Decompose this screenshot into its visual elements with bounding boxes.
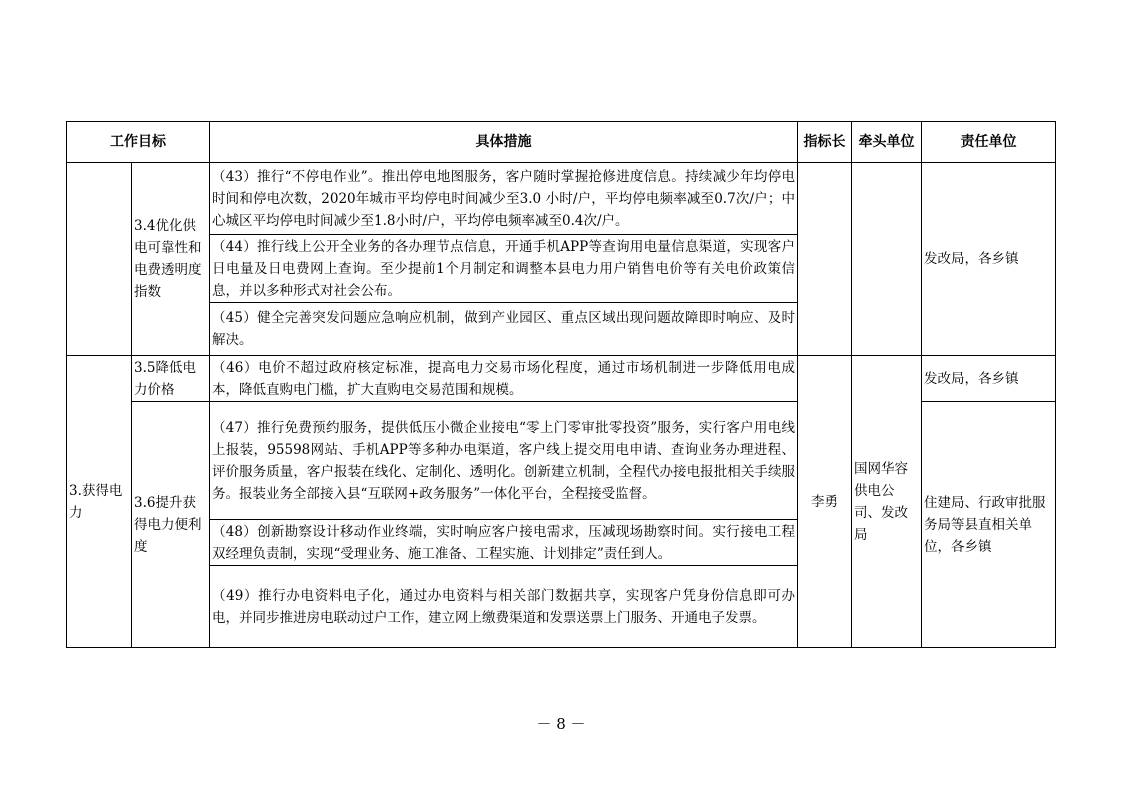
header-measures: 具体措施 (210, 122, 798, 163)
responsible-cell: 发改局，各乡镇 (922, 163, 1056, 356)
measure-cell: （48）创新勘察设计移动作业终端，实时响应客户接电需求，压减现场勘察时间。实行接电工程双经理负责制，实现“受理业务、施工准备、工程实施、计划排定”责任到人。 (210, 520, 798, 566)
header-indicator-lead: 指标长 (798, 122, 852, 163)
header-responsible: 责任单位 (922, 122, 1056, 163)
measure-cell: （45）健全完善突发问题应急响应机制，做到产业园区、重点区域出现问题故障即时响应、及时解决。 (210, 303, 798, 356)
goal-cell: 3.获得电力 (67, 356, 132, 648)
responsible-cell: 发改局，各乡镇 (922, 356, 1056, 402)
measure-cell: （47）推行免费预约服务，提供低压小微企业接电“零上门零审批零投资”服务，实行客户用电线上报装，95598网站、手机APP等多种办电渠道，客户线上提交用电申请、查询业务办理进程、评价服务质量，客户报装在线化、定制化、透明化。创新建立机制，全程代办接电报批相关手续服务。报装业务全部接入县“互联网+政务服务”一体化平台，全程接受监督。 (210, 402, 798, 520)
table-row (67, 163, 1056, 235)
header-lead-unit: 牵头单位 (852, 122, 922, 163)
subgoal-cell: 3.5降低电力价格 (132, 356, 210, 402)
indicator-lead-cell: 李勇 (798, 356, 852, 648)
measure-cell: （46）电价不超过政府核定标准，提高电力交易市场化程度，通过市场机制进一步降低用电成本，降低直购电门槛，扩大直购电交易范围和规模。 (210, 356, 798, 402)
subgoal-cell: 3.4优化供电可靠性和电费透明度指数 (132, 163, 210, 356)
subgoal-cell: 3.6提升获得电力便利度 (132, 402, 210, 648)
table-row (67, 356, 1056, 402)
lead-unit-cell-empty (852, 163, 922, 356)
task-table (66, 121, 1056, 648)
lead-unit-cell: 国网华容供电公司、发改局 (852, 356, 922, 648)
measure-cell: （43）推行“不停电作业”。推出停电地图服务，客户随时掌握抢修进度信息。持续减少年均停电时间和停电次数，2020年城市平均停电时间减少至3.0 小时/户，平均停电频率减至0.7次/户；中心城区平均停电时间减少至1.8小时/户，平均停电频率减至0.4次/户。 (210, 163, 798, 235)
indicator-lead-cell-empty (798, 163, 852, 356)
header-goal: 工作目标 (67, 122, 210, 163)
measure-cell: （44）推行线上公开全业务的各办理节点信息，开通手机APP等查询用电量信息渠道，实现客户日电量及日电费网上查询。至少提前1个月制定和调整本县电力用户销售电价等有关电价政策信息，并以多种形式对社会公布。 (210, 235, 798, 303)
goal-cell-empty (67, 163, 132, 356)
measure-cell: （49）推行办电资料电子化，通过办电资料与相关部门数据共享，实现客户凭身份信息即可办电，并同步推进房电联动过户工作，建立网上缴费渠道和发票送票上门服务、开通电子发票。 (210, 566, 798, 648)
responsible-cell: 住建局、行政审批服务局等县直相关单位，各乡镇 (922, 402, 1056, 648)
page-number: － 8 － (536, 715, 586, 733)
header-row (67, 122, 1056, 163)
